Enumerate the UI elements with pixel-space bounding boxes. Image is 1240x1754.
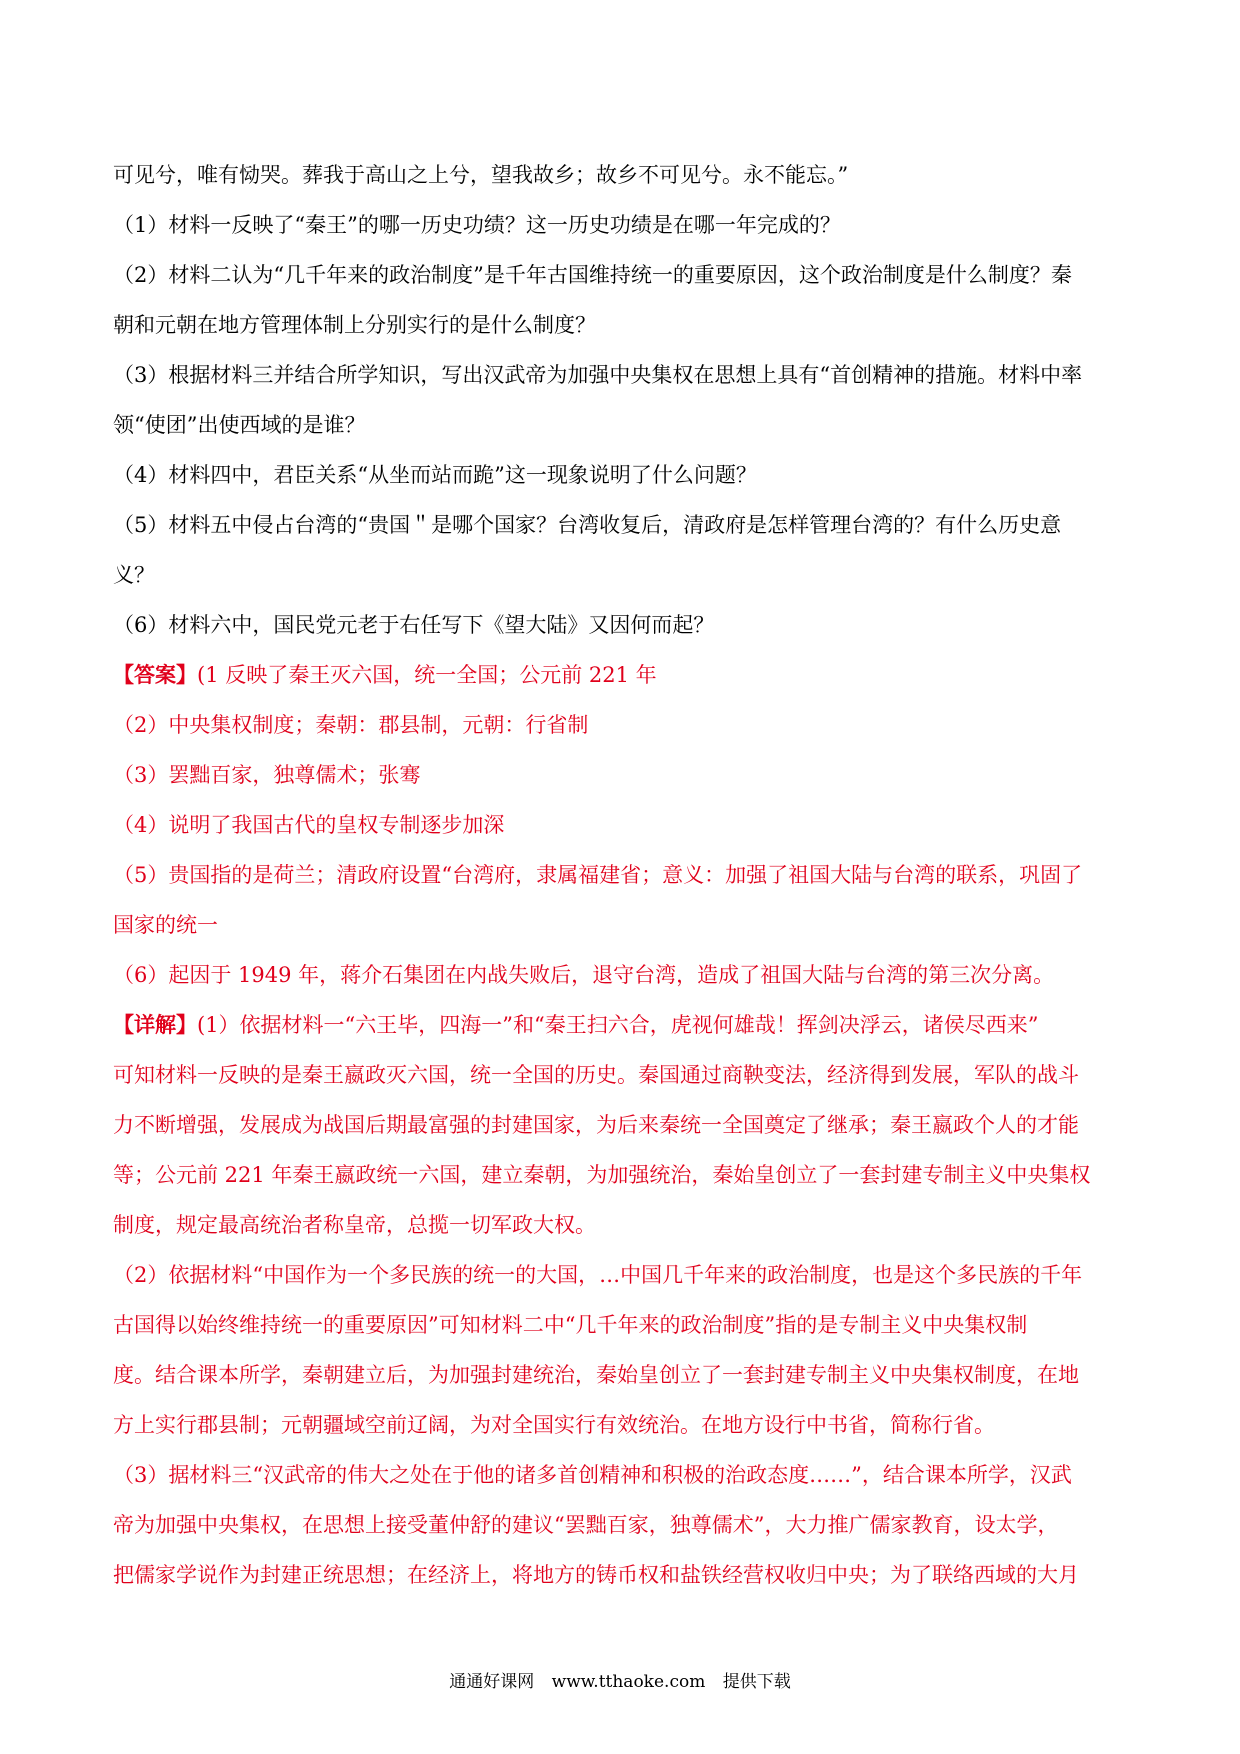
answer-block [113, 700, 1128, 1000]
detail-line: 等；公元前 221 年秦王嬴政统一六国，建立秦朝，为加强统治，秦始皇创立了一套封建专制主义中央集权 [113, 1163, 1091, 1187]
detail-line: 可知材料一反映的是秦王嬴政灭六国，统一全国的历史。秦国通过商鞅变法，经济得到发展，军队的战斗 [113, 1063, 1079, 1087]
detail-block [113, 1050, 1128, 1600]
answer-line: （2）中央集权制度；秦朝：郡县制，元朝：行省制 [113, 713, 589, 737]
detail-line: 度。结合课本所学，秦朝建立后，为加强封建统治，秦始皇创立了一套封建专制主义中央集权制度，在地 [113, 1363, 1079, 1387]
question-block [113, 150, 1128, 650]
question-line: 可见兮，唯有恸哭。葬我于高山之上兮，望我故乡；故乡不可见兮。永不能忘。” [113, 163, 849, 187]
question-line: （4）材料四中，君臣关系“从坐而站而跪”这一现象说明了什么问题？ [113, 463, 757, 487]
footer-url[interactable]: www.tthaoke.com [551, 1672, 706, 1692]
page-footer [0, 1667, 1240, 1692]
answer-label: 【答案】 [113, 662, 197, 687]
footer-site-name: 通通好课网 [449, 1672, 535, 1692]
answer-first-line [113, 650, 1128, 700]
question-line: （6）材料六中，国民党元老于右任写下《望大陆》又因何而起？ [113, 613, 715, 637]
detail-line: （2）依据材料“中国作为一个多民族的统一的大国，…中国几千年来的政治制度，也是这个多民族的千年 [113, 1263, 1083, 1287]
question-line: （3）根据材料三并结合所学知识，写出汉武帝为加强中央集权在思想上具有“首创精神的措施。材料中率 [113, 363, 1083, 387]
question-line: （2）材料二认为“几千年来的政治制度”是千年古国维持统一的重要原因，这个政治制度是什么制度？秦 [113, 263, 1072, 287]
detail-first-line [113, 1000, 1128, 1050]
detail-label: 【详解】 [113, 1012, 197, 1037]
detail-line: 方上实行郡县制；元朝疆域空前辽阔，为对全国实行有效统治。在地方设行中书省，简称行省。 [113, 1413, 995, 1437]
question-line: 朝和元朝在地方管理体制上分别实行的是什么制度？ [113, 313, 596, 337]
question-line: 义？ [113, 563, 155, 587]
answer-line: 国家的统一 [113, 913, 218, 937]
footer-suffix: 提供下载 [722, 1672, 791, 1692]
document-body [113, 150, 1128, 1600]
detail-line: 帝为加强中央集权，在思想上接受董仲舒的建议“罢黜百家，独尊儒术”，大力推广儒家教育，设太学， [113, 1513, 1059, 1537]
answer-line: （3）罢黜百家，独尊儒术；张骞 [113, 763, 421, 787]
question-line: （1）材料一反映了“秦王”的哪一历史功绩？这一历史功绩是在哪一年完成的？ [113, 213, 841, 237]
detail-line: （3）据材料三“汉武帝的伟大之处在于他的诸多首创精神和积极的治政态度……”，结合课本所学，汉武 [113, 1463, 1072, 1487]
detail-line: 力不断增强，发展成为战国后期最富强的封建国家，为后来秦统一全国奠定了继承；秦王嬴政个人的才能 [113, 1113, 1079, 1137]
answer-line: （6）起因于 1949 年，蒋介石集团在内战失败后，退守台湾，造成了祖国大陆与台湾的第三次分离。 [113, 963, 1055, 987]
detail-line: 古国得以始终维持统一的重要原因”可知材料二中“几千年来的政治制度”指的是专制主义中央集权制 [113, 1313, 1028, 1337]
detail-line: 制度，规定最高统治者称皇帝，总揽一切军政大权。 [113, 1213, 596, 1237]
detail-line: 把儒家学说作为封建正统思想；在经济上，将地方的铸币权和盐铁经营权收归中央；为了联络西域的大月 [113, 1563, 1079, 1587]
question-line: 领“使团”出使西域的是谁？ [113, 413, 366, 437]
answer-first-text: (1 反映了秦王灭六国，统一全国；公元前 221 年 [197, 663, 657, 687]
question-line: （5）材料五中侵占台湾的“贵国＂是哪个国家？台湾收复后，清政府是怎样管理台湾的？有什么历史意 [113, 513, 1062, 537]
answer-line: （4）说明了我国古代的皇权专制逐步加深 [113, 813, 505, 837]
answer-line: （5）贵国指的是荷兰；清政府设置“台湾府，隶属福建省；意义：加强了祖国大陆与台湾的联系，巩固了 [113, 863, 1083, 887]
detail-first-text: (1）依据材料一“六王毕，四海一”和“秦王扫六合，虎视何雄哉！挥剑决浮云，诸侯尽西来” [197, 1013, 1039, 1037]
